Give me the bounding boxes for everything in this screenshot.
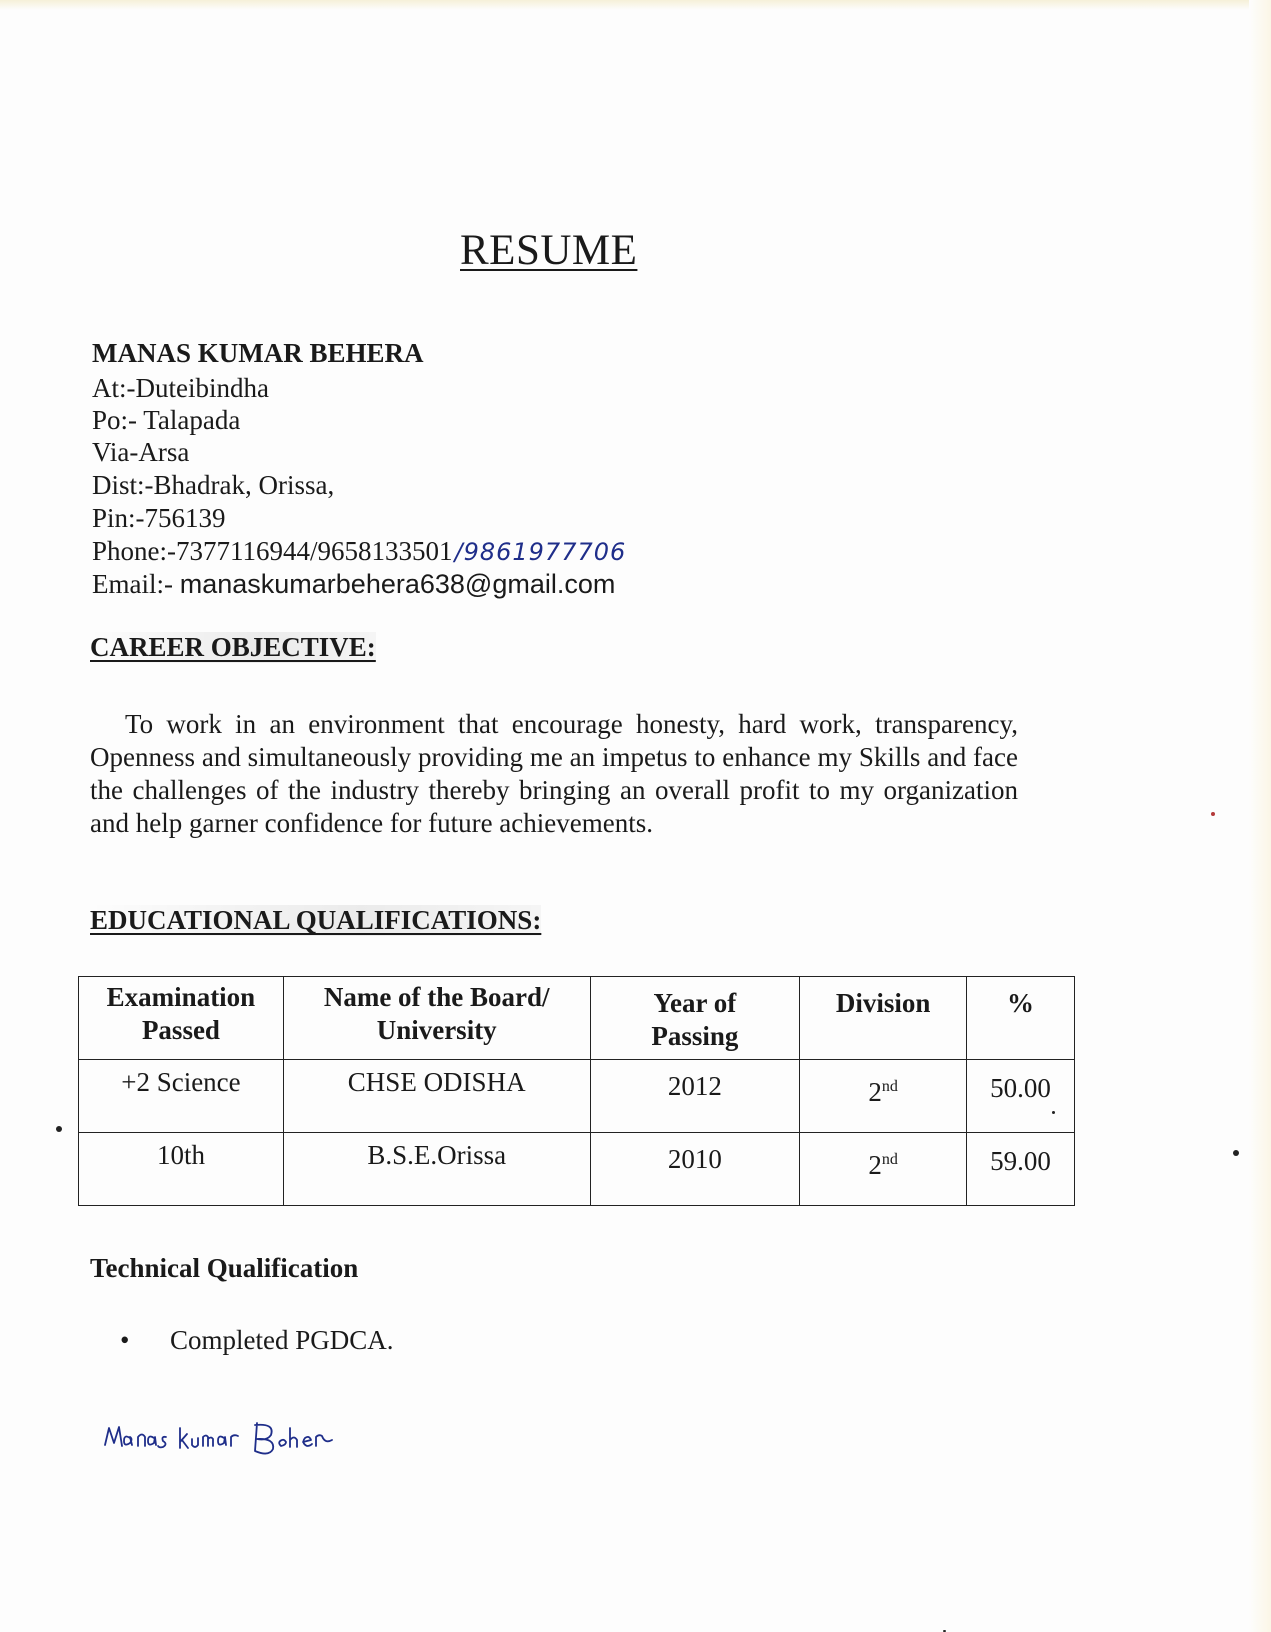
handwritten-signature	[100, 1410, 400, 1470]
column-header-year	[590, 977, 800, 1060]
career-objective-text: To work in an environment that encourage honesty, hard work, transparency, Openness and simultaneously providing me an impetus to enhance my Skills and face the challenges of the industry thereby bringing an overall profit to my organization and help garner confidence for future achievements.	[90, 709, 1018, 838]
column-header-division: Division	[800, 977, 967, 1060]
technical-qualification-list	[120, 1325, 394, 1356]
column-header-board-line1: Name of the Board/	[323, 982, 550, 1012]
career-objective-heading: CAREER OBJECTIVE:	[90, 632, 376, 662]
paper-right-edge	[1249, 0, 1271, 1632]
cell-exam: +2 Science	[79, 1060, 284, 1133]
education-heading: EDUCATIONAL QUALIFICATIONS:	[90, 905, 542, 935]
division-suffix: nd	[881, 1151, 898, 1168]
bullet-icon: •	[120, 1325, 130, 1355]
paper-top-edge	[0, 0, 1271, 10]
division-suffix: nd	[881, 1078, 898, 1095]
table-header-row	[79, 977, 1075, 1060]
email-line	[92, 568, 615, 601]
education-table	[78, 976, 1075, 1206]
address-via: Via-Arsa	[92, 437, 190, 467]
cell-percent: 50.00	[967, 1060, 1075, 1133]
cell-percent: 59.00	[967, 1133, 1075, 1206]
cell-board: CHSE ODISHA	[283, 1060, 590, 1133]
cell-division	[800, 1133, 967, 1206]
scan-speck	[1233, 1150, 1239, 1156]
signature	[100, 1410, 400, 1475]
page-title: RESUME	[460, 227, 638, 274]
column-header-exam	[79, 977, 284, 1060]
column-header-year-line2: Passing	[651, 1021, 739, 1051]
cell-board: B.S.E.Orissa	[283, 1133, 590, 1206]
handwritten-phone: /9861977706	[454, 538, 627, 566]
list-item	[120, 1325, 394, 1356]
applicant-name: MANAS KUMAR BEHERA	[92, 338, 424, 368]
address-district: Dist:-Bhadrak, Orissa,	[92, 470, 335, 500]
column-header-percent: %	[967, 977, 1075, 1060]
cell-exam: 10th	[79, 1133, 284, 1206]
division-value: 2	[868, 1077, 882, 1107]
table-row	[79, 1060, 1075, 1133]
address-pin: Pin:-756139	[92, 503, 226, 533]
table-row	[79, 1133, 1075, 1206]
scan-speck	[1211, 812, 1215, 816]
scan-speck	[56, 1126, 62, 1132]
address-at: At:-Duteibindha	[92, 373, 269, 403]
list-item-text: Completed PGDCA.	[170, 1325, 394, 1355]
technical-qualification-heading: Technical Qualification	[90, 1253, 359, 1283]
cell-year: 2012	[590, 1060, 800, 1133]
column-header-exam-line1: Examination	[106, 982, 256, 1012]
phone-numbers: Phone:-7377116944/9658133501	[92, 536, 453, 566]
cell-year: 2010	[590, 1133, 800, 1206]
division-value: 2	[868, 1150, 882, 1180]
cell-division	[800, 1060, 967, 1133]
column-header-exam-line2: Passed	[141, 1015, 220, 1045]
email-address: manaskumarbehera638@gmail.com	[179, 569, 616, 599]
column-header-board-line2: University	[376, 1015, 497, 1045]
email-label: Email:-	[92, 569, 180, 599]
scan-speck	[1052, 1111, 1055, 1114]
column-header-year-line1: Year of	[653, 988, 737, 1018]
address-po: Po:- Talapada	[92, 405, 241, 435]
phone-line	[92, 535, 626, 569]
column-header-board	[283, 977, 590, 1060]
